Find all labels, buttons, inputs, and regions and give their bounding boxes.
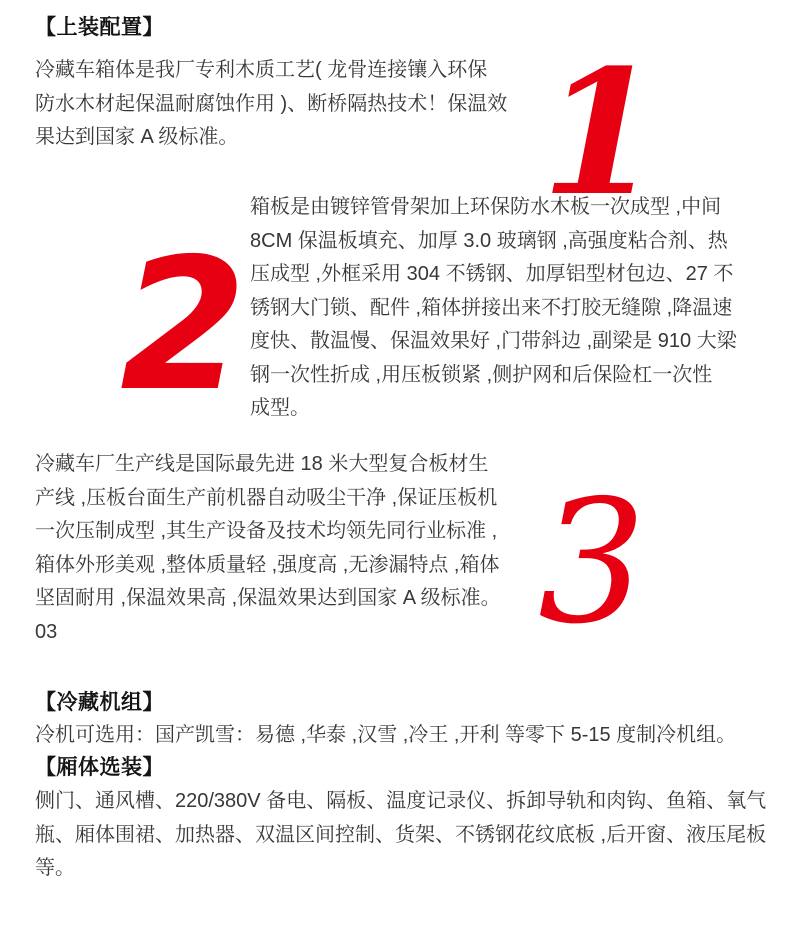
text-line: 等。: [35, 857, 75, 879]
big-number-2: 2: [120, 219, 247, 431]
text-line: 一次压制成型 ,其生产设备及技术均领先同行业标准 ,: [35, 520, 498, 542]
text-line: 瓶、厢体围裙、加热器、双温区间控制、货架、不锈钢花纹底板 ,后开窗、液压尾板: [35, 823, 767, 846]
text-line: 压成型 ,外框采用 304 不锈钢、加厚铝型材包边、27 不: [250, 263, 734, 285]
text-line: 冷藏车箱体是我厂专利木质工艺( 龙骨连接镶入环保: [35, 59, 488, 81]
section-title-box-options: 【厢体选装】: [35, 756, 164, 779]
section-title-cooling-unit: 【冷藏机组】: [35, 691, 164, 714]
text-line: 侧门、通风槽、220/380V 备电、隔板、温度记录仪、拆卸导轨和肉钩、鱼箱、氧气: [35, 790, 767, 812]
text-line: 防水木材起保温耐腐蚀作用 )、断桥隔热技术！保温效: [35, 92, 508, 115]
text-line: 坚固耐用 ,保温效果高 ,保温效果达到国家 A 级标准。: [35, 587, 501, 609]
paragraph-panel-process: [250, 191, 737, 426]
paragraph-cooling-unit: 冷机可选用：国产凯雪：易德 ,华泰 ,汉雪 ,冷王 ,开利 等零下 5-15 度制冷机组。: [35, 724, 737, 746]
paragraph-box-craft: [35, 54, 507, 155]
section-title-top-config: 【上装配置】: [35, 16, 164, 39]
big-number-3: 3: [538, 464, 647, 662]
big-number-1: 1: [541, 31, 661, 234]
text-line: 箱体外形美观 ,整体质量轻 ,强度高 ,无渗漏特点 ,箱体: [35, 553, 500, 576]
text-line: 8CM 保温板填充、加厚 3.0 玻璃钢 ,高强度粘合剂、热: [250, 229, 728, 252]
text-line: 果达到国家 A 级标准。: [35, 126, 239, 148]
text-line: 锈钢大门锁、配件 ,箱体拼接出来不打胶无缝隙 ,降温速: [250, 296, 733, 319]
paragraph-box-options: [35, 785, 766, 886]
text-line: 度快、散温慢、保温效果好 ,门带斜边 ,副梁是 910 大梁: [250, 330, 737, 352]
text-line: 成型。: [250, 397, 310, 419]
text-line: 冷藏车厂生产线是国际最先进 18 米大型复合板材生: [35, 453, 489, 475]
text-line: 03: [35, 620, 58, 643]
text-line: 钢一次性折成 ,用压板锁紧 ,侧护网和后保险杠一次性: [250, 363, 713, 386]
paragraph-production-line: [35, 448, 501, 649]
text-line: 箱板是由镀锌管骨架加上环保防水木板一次成型 ,中间: [250, 196, 722, 218]
text-line: 产线 ,压板台面生产前机器自动吸尘干净 ,保证压板机: [35, 486, 498, 509]
